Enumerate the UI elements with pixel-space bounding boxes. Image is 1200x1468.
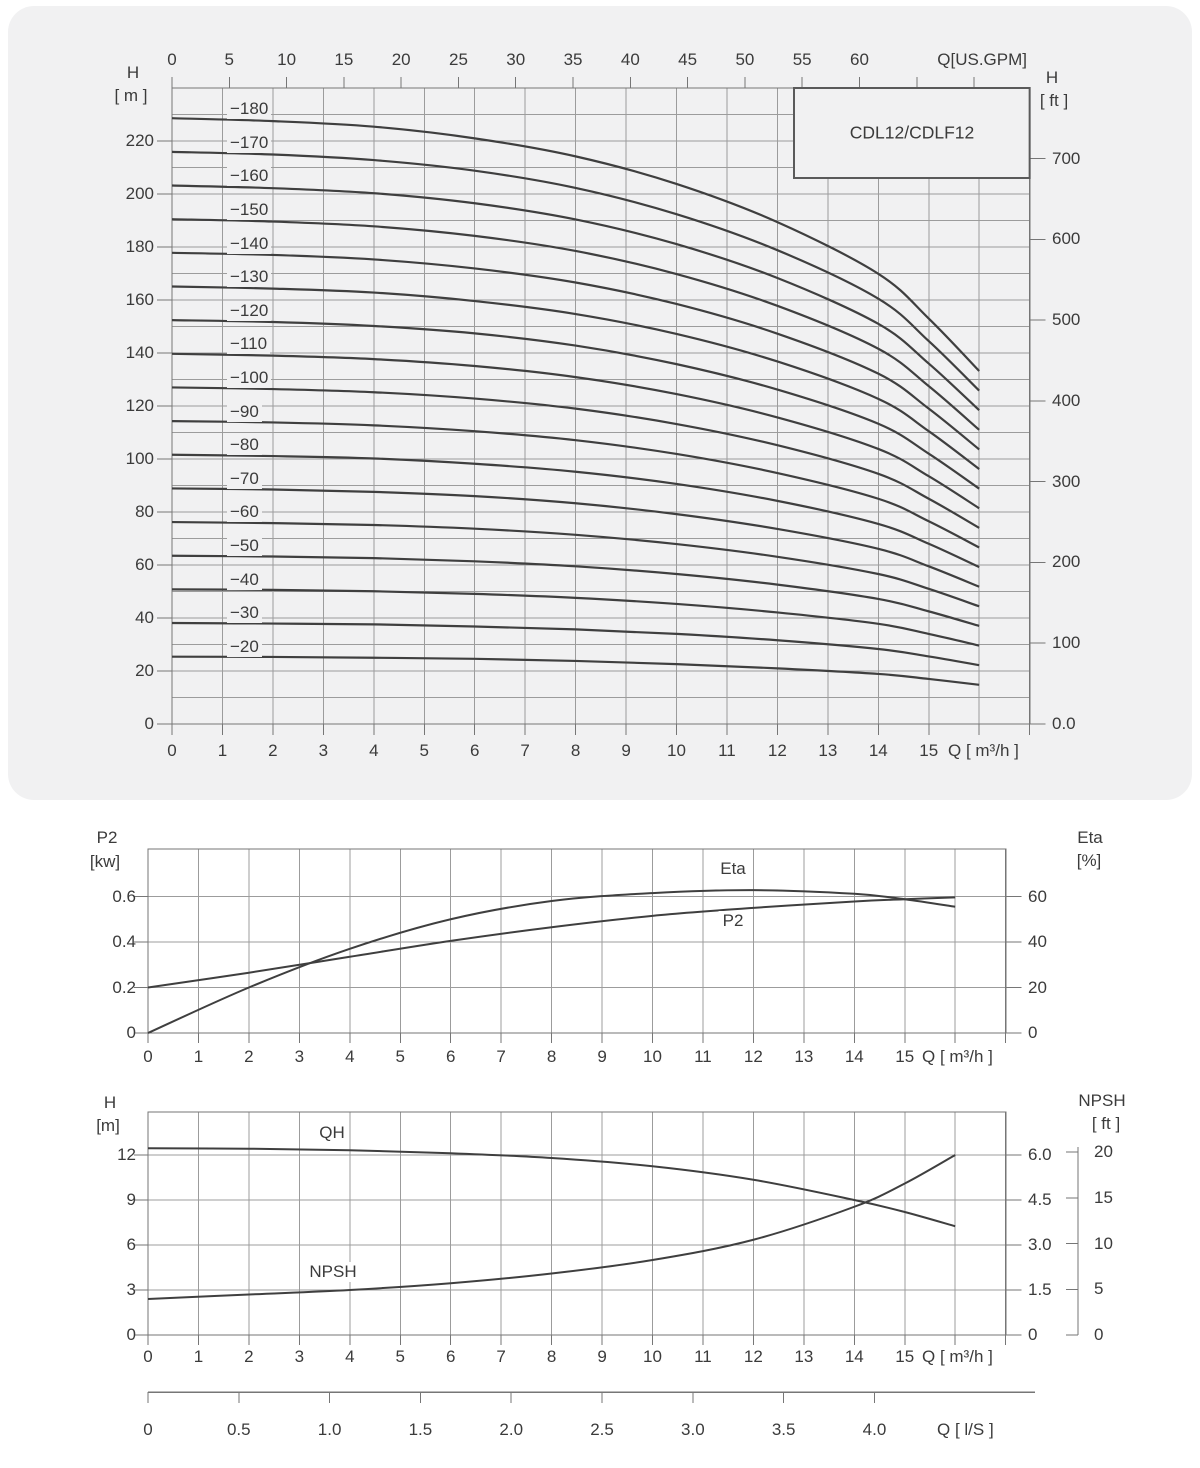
qh-axis-unit: [m]: [96, 1116, 120, 1135]
q-tick-label: 5: [395, 1347, 405, 1366]
kw-tick-label: 0: [126, 1023, 136, 1042]
q-tick-label: 3: [294, 1347, 305, 1366]
stage-label: −100: [227, 368, 271, 388]
q-tick-label: 14: [868, 741, 888, 760]
h-ft-tick-label: 700: [1052, 148, 1081, 168]
ls-tick-label: 4.0: [862, 1420, 887, 1439]
q-tick-label: 0: [143, 1347, 153, 1366]
npsh-ft-tick-label: 10: [1094, 1233, 1113, 1253]
npsh-ft-tick-label: 5: [1094, 1279, 1104, 1299]
q-tick-label: 9: [621, 741, 631, 760]
gpm-tick-label: 10: [277, 50, 297, 69]
q-tick-label: 13: [794, 1347, 814, 1366]
q-tick-label: 5: [395, 1047, 405, 1066]
ls-tick-label: 1.0: [317, 1420, 342, 1439]
gpm-tick-label: 20: [391, 50, 411, 69]
ls-tick-label: 3.5: [771, 1420, 796, 1439]
kw-tick-label: 0.4: [112, 932, 136, 951]
p2-axis-unit: [kw]: [89, 852, 121, 871]
stage-label: −180: [227, 99, 271, 119]
q-tick-label: 7: [520, 741, 530, 760]
pct-tick-label: 60: [1028, 886, 1047, 906]
ls-axis-unit: Q [ l/S ]: [937, 1420, 994, 1439]
kw-tick-label: 0.2: [112, 977, 136, 997]
q-tick-label: 10: [643, 1047, 662, 1066]
q-tick-label: 12: [767, 741, 787, 760]
h-m-tick-label: 100: [125, 449, 154, 468]
h-m-tick-label: 40: [135, 608, 154, 627]
gpm-tick-label: 15: [334, 50, 354, 69]
q-tick-label: 13: [818, 741, 838, 760]
q-tick-label: 9: [597, 1347, 607, 1366]
q-tick-label: 11: [694, 1047, 712, 1066]
h-m-tick-label: 120: [125, 396, 154, 415]
q-tick-label: 11: [694, 1347, 712, 1366]
q-tick-label: 4: [345, 1347, 355, 1366]
top-left-axis-unit: [ m ]: [114, 86, 148, 105]
h-ft-tick-label: 100: [1052, 633, 1081, 653]
stage-label: −80: [227, 435, 262, 455]
top-right-axis-unit: [ ft ]: [1039, 91, 1069, 110]
inner-npsh-tick-label: 3.0: [1028, 1235, 1052, 1254]
h-m-tick-label: 80: [135, 502, 154, 521]
bot-plot-border: [148, 1112, 1006, 1335]
inner-npsh-tick-label: 1.5: [1028, 1280, 1052, 1299]
gpm-tick-label: 60: [850, 50, 869, 69]
q-tick-label: 15: [895, 1047, 915, 1066]
h-m-tick-label: 60: [135, 555, 154, 574]
stage-label: −150: [227, 200, 271, 220]
stage-label: −110: [227, 334, 270, 354]
stage-label: −50: [227, 536, 262, 556]
gpm-tick-label: 55: [792, 50, 812, 69]
gpm-tick-label: 40: [620, 50, 640, 69]
q-tick-label: 10: [667, 741, 686, 760]
h-m-tick-label: 20: [135, 661, 154, 680]
eta-curve-label: Eta: [716, 859, 750, 879]
q-tick-label: 2: [244, 1347, 254, 1366]
h-m-tick-label: 140: [125, 343, 154, 362]
q-tick-label: 8: [546, 1347, 557, 1366]
q-tick-label: 1: [217, 741, 228, 760]
npsh-ft-tick-label: 15: [1094, 1187, 1113, 1207]
q-tick-label: 1: [193, 1347, 204, 1366]
q-tick-label: 2: [244, 1047, 254, 1066]
m-tick-label: 12: [117, 1145, 136, 1164]
pct-tick-label: 0: [1028, 1023, 1038, 1042]
gpm-tick-label: 50: [735, 50, 755, 69]
top-x-axis-unit: Q [ m³/h ]: [948, 741, 1019, 760]
q-tick-label: 15: [919, 741, 939, 760]
q-tick-label: 10: [643, 1347, 662, 1366]
h-ft-tick-label: 0.0: [1052, 714, 1076, 733]
eta-axis-unit: [%]: [1076, 851, 1102, 870]
pump-model-label: CDL12/CDLF12: [849, 122, 975, 143]
h-m-tick-label: 220: [125, 131, 154, 150]
npsh-axis-title: NPSH: [1078, 1091, 1126, 1110]
q-tick-label: 6: [445, 1047, 456, 1066]
stage-label: −160: [227, 166, 271, 186]
q-tick-label: 9: [597, 1047, 607, 1066]
h-ft-tick-label: 600: [1052, 229, 1081, 249]
q-tick-label: 6: [445, 1347, 456, 1366]
q-tick-label: 11: [718, 741, 736, 760]
stage-label: −140: [227, 234, 271, 254]
q-tick-label: 3: [318, 741, 329, 760]
bot-x-axis-unit: Q [ m³/h ]: [922, 1347, 993, 1366]
ls-tick-label: 0: [143, 1420, 153, 1439]
q-tick-label: 15: [895, 1347, 915, 1366]
m-tick-label: 0: [126, 1325, 136, 1344]
npsh-curve-label: NPSH: [305, 1262, 360, 1282]
npsh-axis-unit: [ ft ]: [1091, 1114, 1121, 1133]
q-tick-label: 7: [496, 1347, 506, 1366]
stage-label: −120: [227, 301, 271, 321]
q-tick-label: 4: [345, 1047, 355, 1066]
gpm-tick-label: 25: [448, 50, 468, 69]
pct-tick-label: 40: [1028, 932, 1047, 951]
ls-tick-label: 0.5: [226, 1420, 251, 1439]
q-tick-label: 13: [794, 1047, 814, 1066]
q-tick-label: 2: [268, 741, 278, 760]
kw-tick-label: 0.6: [112, 886, 136, 906]
h-ft-tick-label: 400: [1052, 390, 1081, 410]
top-right-axis-title: H: [1045, 68, 1059, 87]
stage-label: −30: [227, 603, 262, 623]
m-tick-label: 6: [126, 1235, 136, 1254]
q-tick-label: 12: [743, 1347, 763, 1366]
q-tick-label: 1: [193, 1047, 204, 1066]
pct-tick-label: 20: [1028, 977, 1047, 997]
q-tick-label: 14: [844, 1047, 864, 1066]
h-m-tick-label: 200: [125, 184, 154, 203]
mid-plot-border: [148, 849, 1006, 1033]
q-tick-label: 14: [844, 1347, 864, 1366]
m-tick-label: 9: [126, 1190, 136, 1209]
h-ft-tick-label: 300: [1052, 471, 1081, 491]
h-m-tick-label: 160: [125, 290, 154, 309]
gpm-tick-label: 5: [224, 50, 235, 69]
inner-npsh-tick-label: 4.5: [1028, 1190, 1052, 1209]
stage-label: −130: [227, 267, 271, 287]
h-ft-tick-label: 500: [1052, 310, 1081, 330]
q-tick-label: 6: [469, 741, 480, 760]
q-tick-label: 8: [570, 741, 581, 760]
h-ft-tick-label: 200: [1052, 552, 1081, 572]
q-tick-label: 3: [294, 1047, 305, 1066]
qh-axis-title: H: [103, 1093, 117, 1112]
q-tick-label: 8: [546, 1047, 557, 1066]
h-m-tick-label: 0: [144, 714, 154, 733]
ls-tick-label: 3.0: [681, 1420, 705, 1439]
gpm-tick-label: 30: [506, 50, 526, 69]
q-tick-label: 7: [496, 1047, 506, 1066]
top-gpm-axis-title: Q[US.GPM]: [937, 50, 1027, 69]
ls-tick-label: 1.5: [408, 1420, 433, 1439]
stage-label: −170: [227, 133, 271, 153]
q-tick-label: 4: [369, 741, 379, 760]
inner-npsh-tick-label: 6.0: [1028, 1145, 1052, 1164]
npsh-ft-tick-label: 0: [1094, 1325, 1104, 1344]
npsh-ft-tick-label: 20: [1094, 1142, 1113, 1162]
stage-label: −90: [227, 402, 262, 422]
stage-label: −40: [227, 570, 262, 590]
ls-tick-label: 2.0: [499, 1420, 524, 1439]
q-tick-label: 0: [167, 741, 177, 760]
stage-label: −70: [227, 469, 262, 489]
m-tick-label: 3: [126, 1280, 136, 1299]
qh-curve-label: QH: [315, 1123, 349, 1143]
gpm-tick-label: 45: [678, 50, 698, 69]
p2-curve-label: P2: [719, 911, 748, 931]
inner-npsh-tick-label: 0: [1028, 1325, 1038, 1344]
q-tick-label: 12: [743, 1047, 763, 1066]
p2-axis-title: P2: [96, 828, 118, 847]
gpm-tick-label: 0: [167, 50, 177, 69]
gpm-tick-label: 35: [563, 50, 583, 69]
stage-label: −20: [227, 637, 262, 657]
h-m-tick-label: 180: [125, 237, 154, 256]
mid-x-axis-unit: Q [ m³/h ]: [922, 1047, 993, 1066]
eta-axis-title: Eta: [1077, 828, 1103, 847]
stage-label: −60: [227, 502, 262, 522]
q-tick-label: 5: [419, 741, 429, 760]
q-tick-label: 0: [143, 1047, 153, 1066]
ls-tick-label: 2.5: [590, 1420, 614, 1439]
top-left-axis-title: H: [126, 63, 140, 82]
